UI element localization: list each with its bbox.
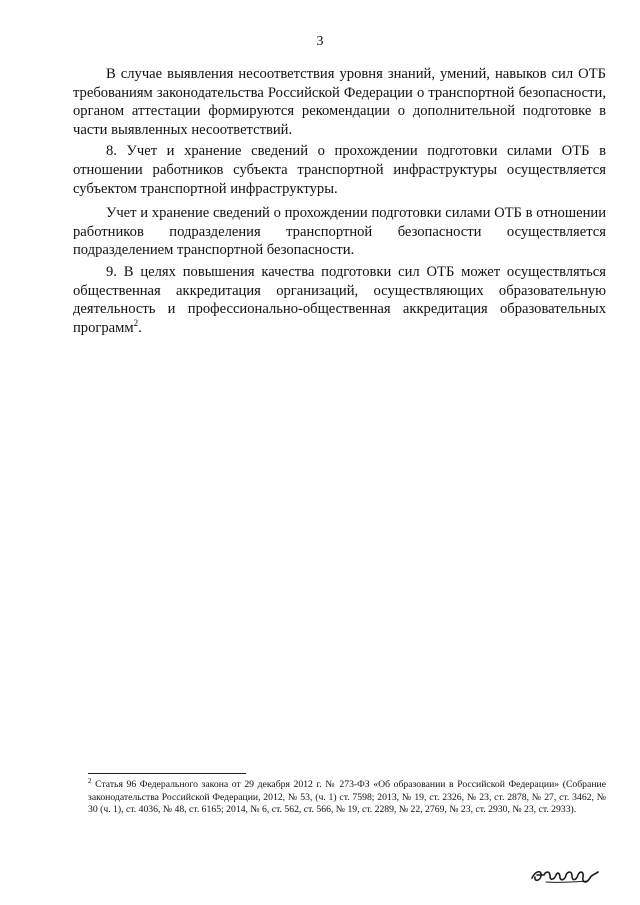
paragraph-attestation-recommendations: В случае выявления несоответствия уровня знаний, умений, навыков сил ОТБ требованиям законодательства Российской Федерации о транспортной безопасности, органом аттестации формируются рекомендации о дополнительной подготовке в части выявленных несоответствий.: [73, 66, 606, 138]
footnote-text: Статья 96 Федерального закона от 29 декабря 2012 г. № 273-ФЗ «Об образовании в Российской Федерации» (Собрание законодательства Российской Федерации, 2012, № 53, (ч. 1) ст. 7598; 2013, № 19, ст. 2326, № 23, ст. 2878, № 27, ст. 3462, № 30 (ч. 1), ст. 4036, № 48, ст. 6165; 2014, № 6, ст. 562, ст. 566, № 19, ст. 2289, № 22, 2769, № 23, ст. 2930, № 23, ст. 2933).: [88, 779, 606, 816]
paragraph-8-records-subject: 8. Учет и хранение сведений о прохождении подготовки силами ОТБ в отношении работников субъекта транспортной инфраструктуры осуществляется субъектом транспортной инфраструктуры.: [73, 143, 606, 197]
paragraph-9-text: 9. В целях повышения качества подготовки сил ОТБ может осуществляться общественная аккредитация организаций, осуществляющих образовательную деятельность и профессионально-общественная аккредитация образовательных программ: [73, 263, 606, 336]
footnote-reference: 2: [133, 317, 139, 328]
footnote: [88, 776, 606, 817]
document-body: [73, 65, 606, 343]
paragraph-9-accreditation: [73, 263, 606, 337]
paragraph-9-period: .: [138, 319, 142, 336]
paragraph-records-security-unit: Учет и хранение сведений о прохождении подготовки силами ОТБ в отношении работников подразделения транспортной безопасности осуществляется подразделением транспортной безопасности.: [73, 205, 606, 259]
footnote-separator: [88, 773, 246, 774]
handwritten-signature: [528, 862, 608, 886]
footnote-marker: 2: [88, 776, 92, 785]
page-number: 3: [316, 34, 324, 49]
